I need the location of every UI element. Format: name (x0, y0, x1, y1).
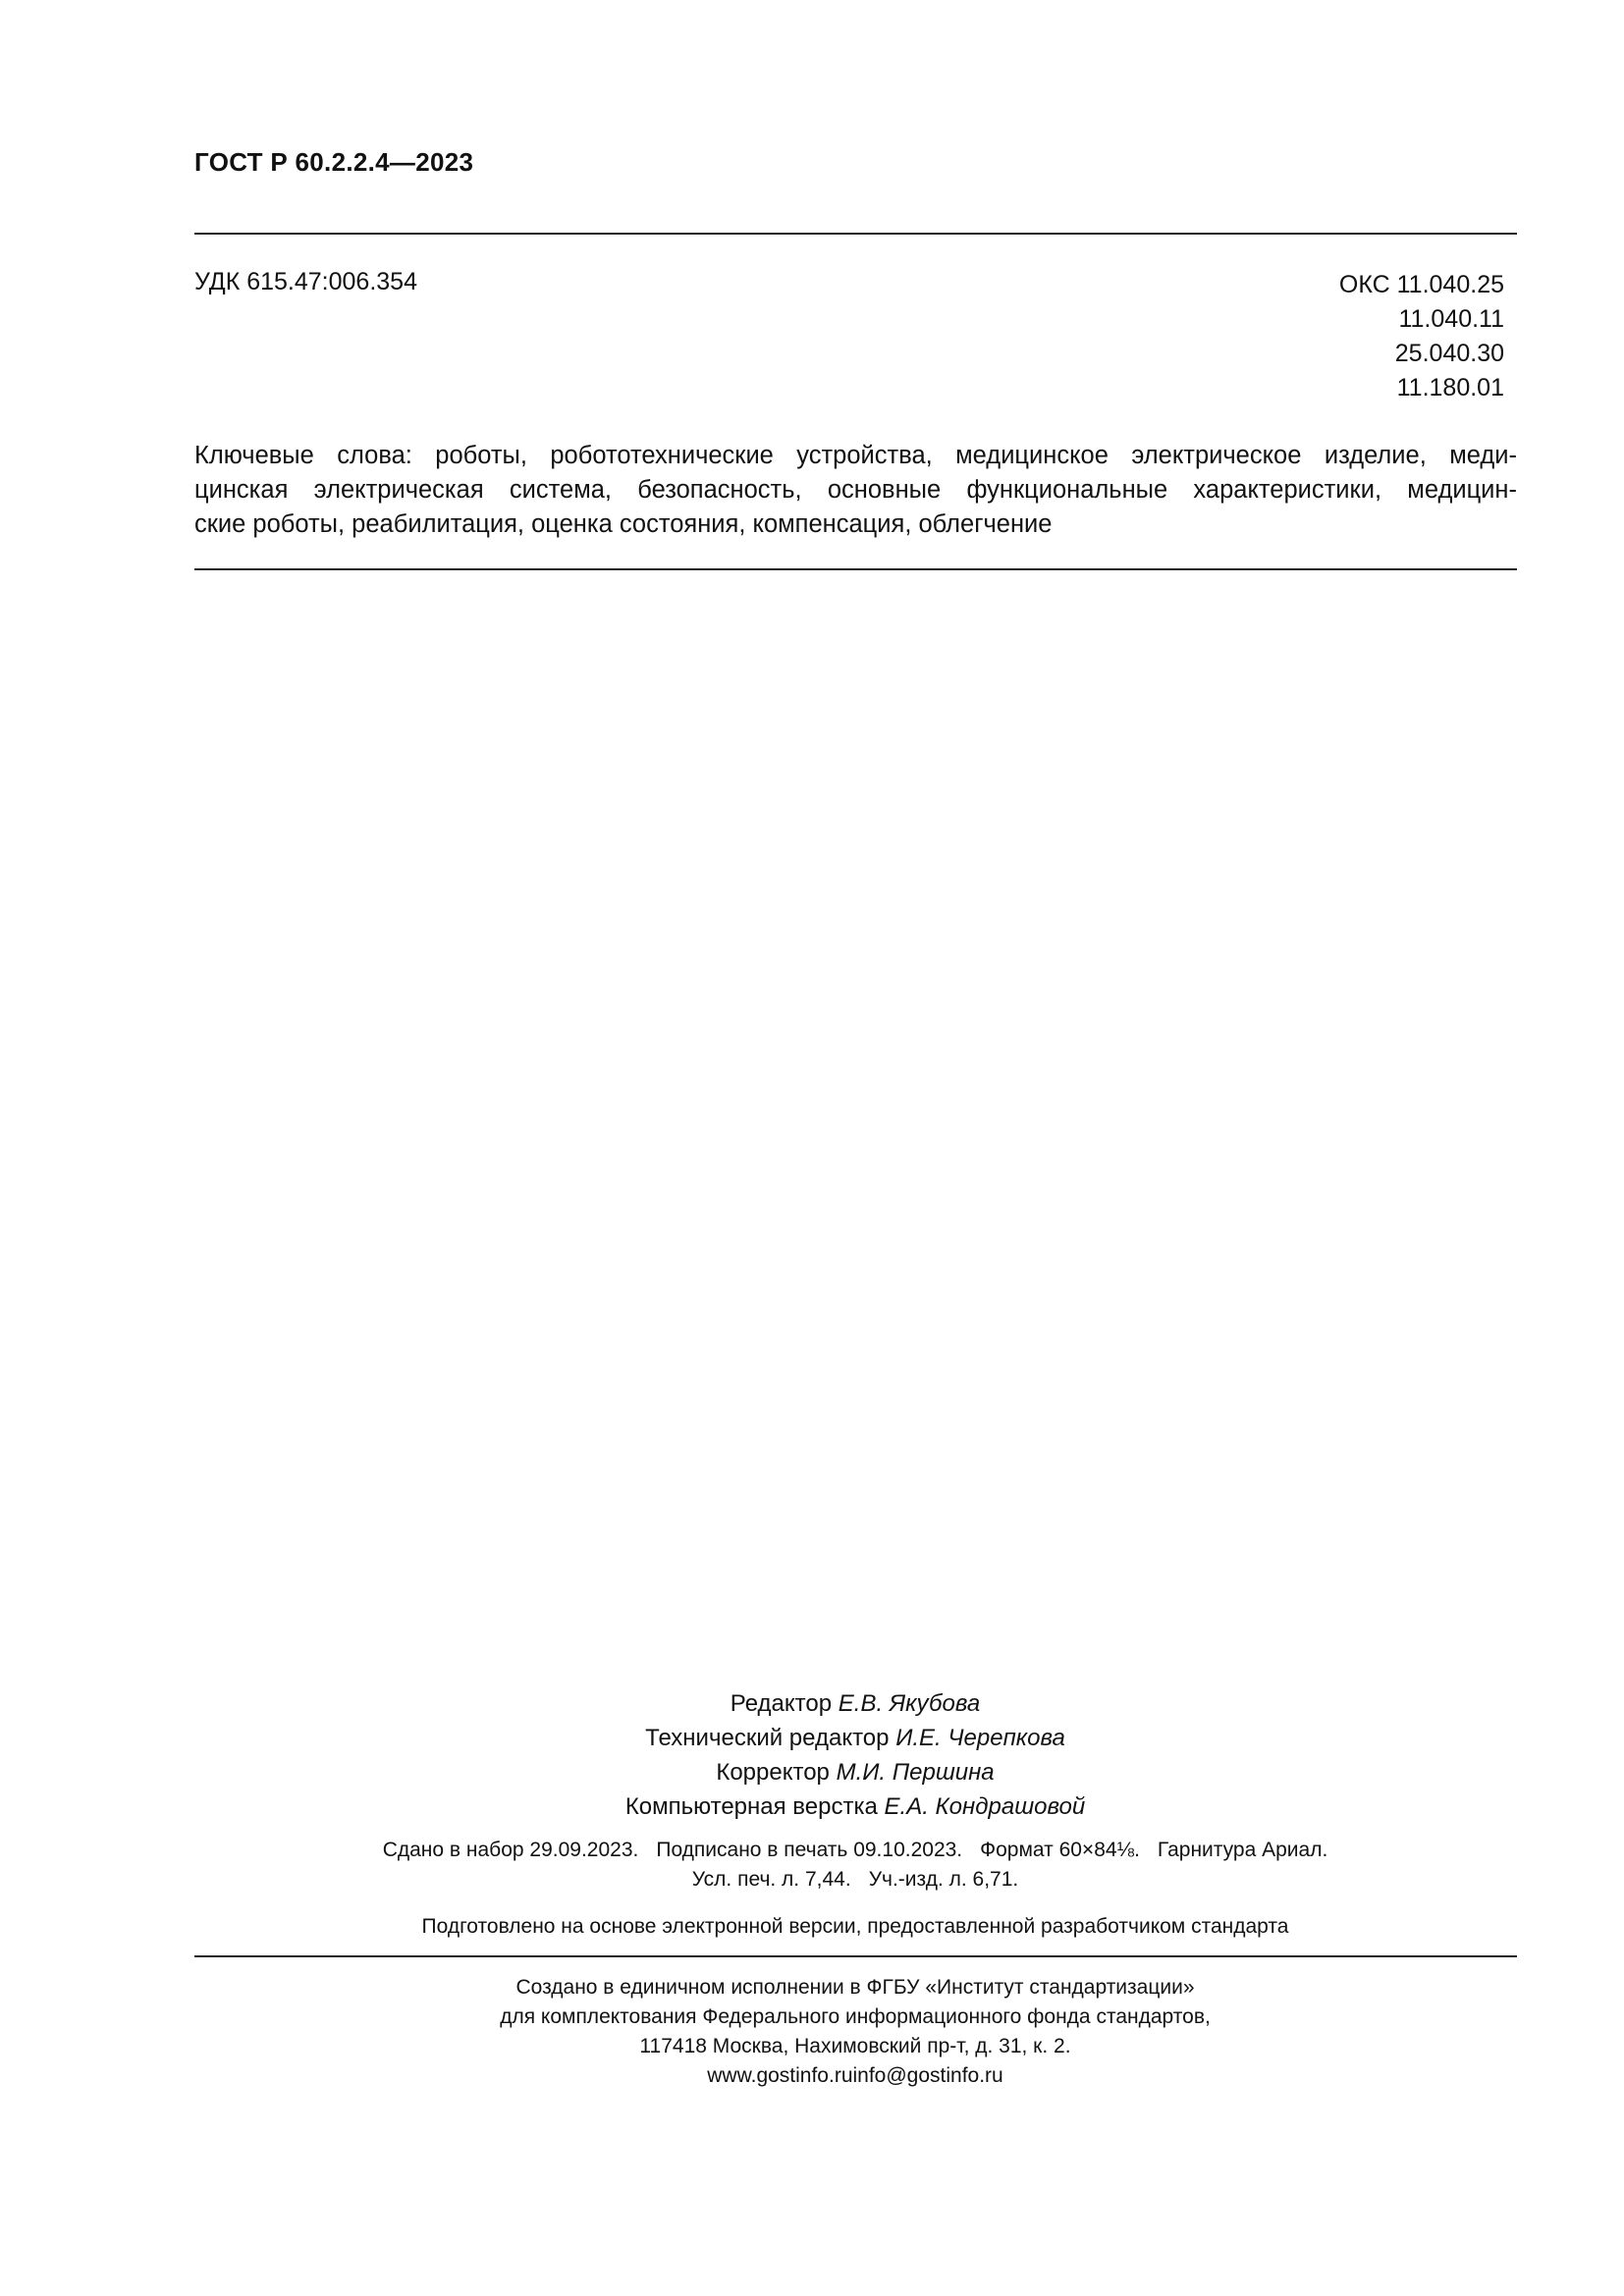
credit-layout (0, 1789, 1624, 1824)
credits-block (0, 1686, 1624, 1824)
keywords-paragraph (194, 439, 1517, 542)
publisher-block (0, 1973, 1624, 2091)
imprint-block (0, 1836, 1624, 1895)
imprint-format: Формат 60×84⅛. (980, 1839, 1140, 1861)
imprint-submitted: Сдано в набор 29.09.2023. (382, 1839, 639, 1861)
oks-code: ОКС 11.040.25 (1338, 271, 1504, 298)
bottom-divider (194, 1955, 1517, 1957)
keywords-line: цинская электрическая система, безопасность, основные функциональные характеристики, медицин- (194, 476, 1517, 504)
oks-code: 11.180.01 (1396, 374, 1504, 401)
imprint-signed: Подписано в печать 09.10.2023. (656, 1839, 963, 1861)
oks-code: 25.040.30 (1394, 340, 1504, 367)
udk-code: УДК 615.47:006.354 (194, 268, 417, 295)
keywords-line: ские роботы, реабилитация, оценка состояния, компенсация, облегчение (194, 510, 1053, 538)
credit-person: И.Е. Черепкова (895, 1725, 1065, 1751)
publisher-contacts (0, 2061, 1624, 2091)
oks-codes (1339, 268, 1504, 405)
keywords-divider (194, 568, 1517, 570)
credit-person: Е.В. Якубова (838, 1690, 981, 1717)
top-divider (194, 233, 1517, 235)
imprint-font: Гарнитура Ариал. (1157, 1839, 1328, 1861)
credit-role: Корректор (716, 1759, 830, 1786)
publisher-line: 117418 Москва, Нахимовский пр-т, д. 31, к. 2. (639, 2035, 1071, 2057)
publisher-line: для комплектования Федерального информационного фонда стандартов, (500, 2005, 1211, 2028)
publisher-website: www.gostinfo.ru (707, 2064, 853, 2087)
imprint-print-sheets: Усл. печ. л. 7,44. (691, 1868, 851, 1891)
publisher-email: info@gostinfo.ru (852, 2064, 1003, 2087)
credit-person: М.И. Першина (836, 1759, 995, 1786)
credit-proofreader (0, 1755, 1624, 1789)
imprint-line (0, 1836, 1624, 1865)
credit-role: Технический редактор (645, 1725, 890, 1751)
credit-role: Компьютерная верстка (624, 1793, 878, 1820)
document-code: ГОСТ Р 60.2.2.4—2023 (194, 147, 474, 177)
publisher-line: Создано в единичном исполнении в ФГБУ «Институт стандартизации» (515, 1976, 1195, 1999)
credit-editor (0, 1686, 1624, 1721)
oks-code: 11.040.11 (1398, 305, 1504, 333)
credit-person: Е.А. Кондрашовой (884, 1793, 1086, 1820)
prepared-note: Подготовлено на основе электронной версии, предоставленной разработчиком стандарта (421, 1915, 1289, 1938)
keywords-line: Ключевые слова: роботы, робототехнические устройства, медицинское электрическое изделие, меди- (194, 442, 1517, 469)
credit-tech-editor (0, 1721, 1624, 1755)
imprint-edit-sheets: Уч.-изд. л. 6,71. (868, 1868, 1019, 1891)
credit-role: Редактор (730, 1690, 833, 1717)
imprint-line (0, 1865, 1624, 1895)
